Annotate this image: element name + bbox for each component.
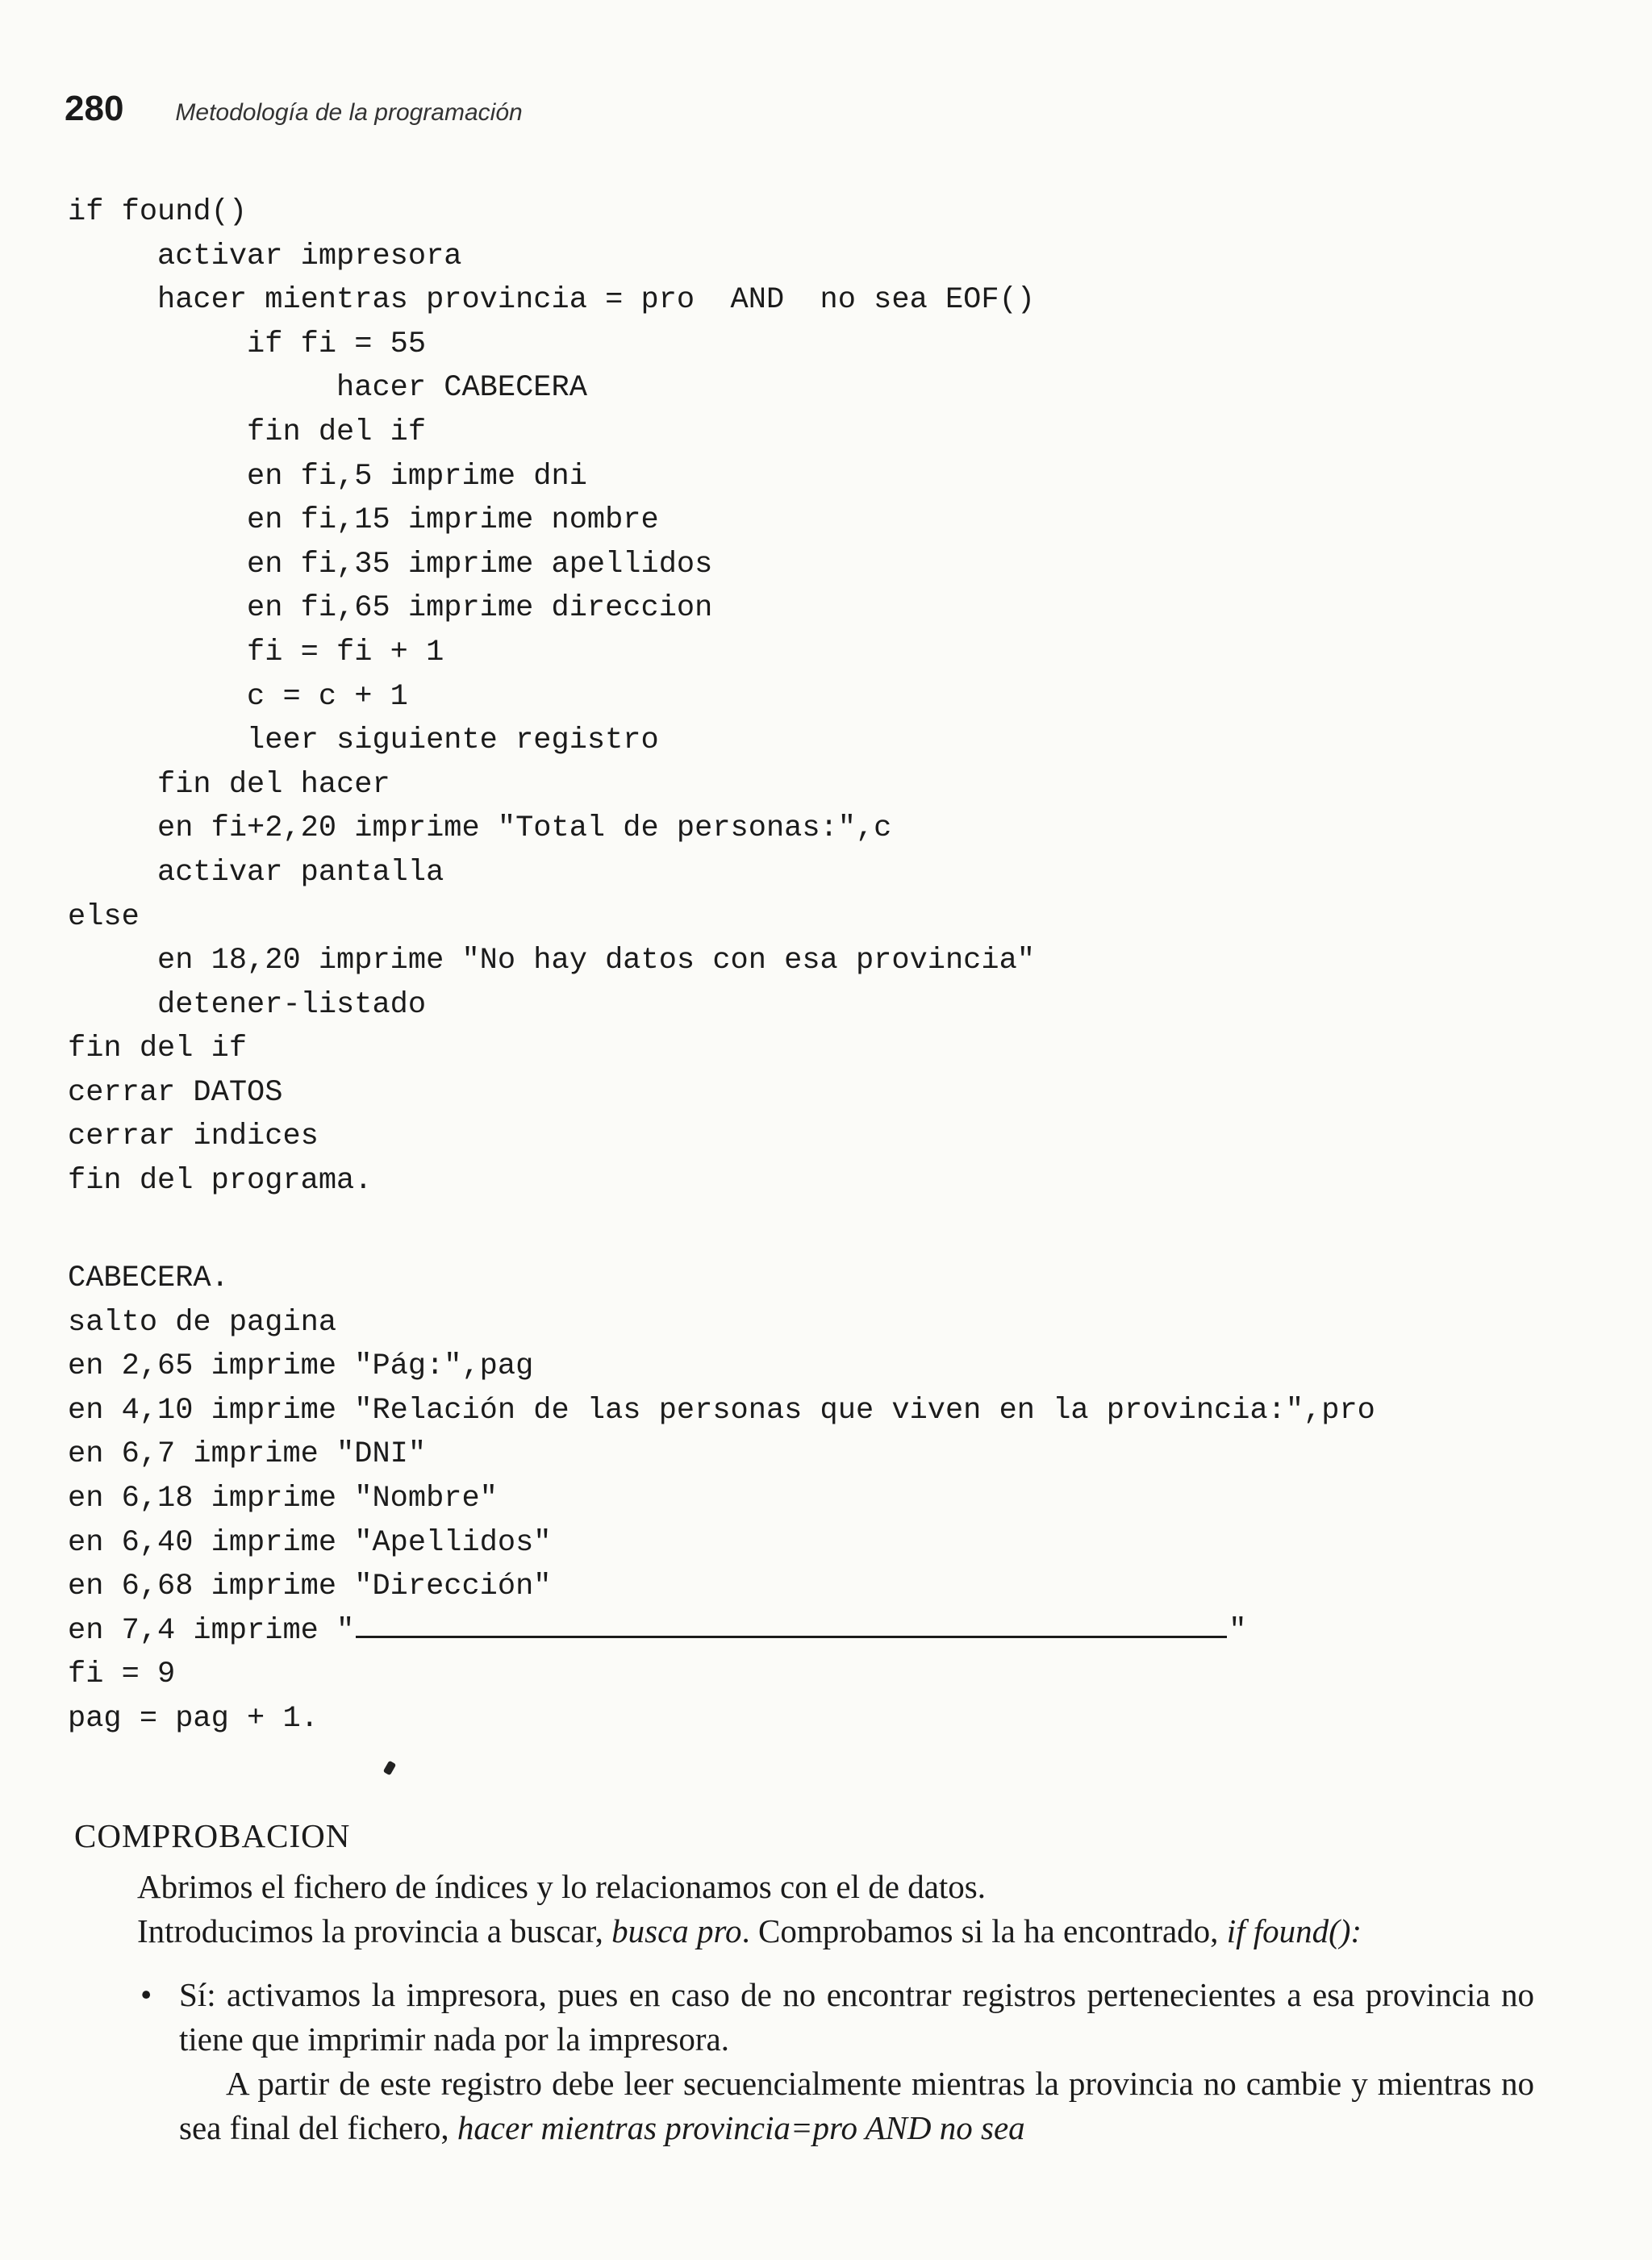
code-line: fin del programa.	[68, 1164, 373, 1199]
code-line: salto de pagina	[68, 1305, 337, 1340]
code-line: en fi,5 imprime dni	[68, 459, 587, 494]
code-listing-main	[68, 190, 1035, 1203]
code-line: hacer CABECERA	[68, 371, 587, 406]
underline-rule	[356, 1616, 1227, 1638]
code-line: fin del if	[68, 1032, 248, 1066]
code-line: en fi+2,20 imprime "Total de personas:",c	[68, 811, 892, 846]
stray-ink-mark	[383, 1761, 397, 1776]
text-run: Introducimos la provincia a buscar,	[137, 1912, 612, 1949]
code-line: pag = pag + 1.	[68, 1701, 319, 1736]
code-line: c = c + 1	[68, 679, 408, 714]
code-line: if found()	[68, 195, 248, 229]
section-heading: COMPROBACION	[74, 1817, 351, 1854]
code-line: en 6,40 imprime "Apellidos"	[68, 1525, 552, 1560]
code-line: cerrar DATOS	[68, 1075, 283, 1110]
code-line-rule	[68, 1609, 1375, 1653]
code-line: fin del hacer	[68, 767, 390, 802]
page-header	[65, 89, 523, 137]
code-line: activar impresora	[68, 239, 462, 273]
code-line: en 2,65 imprime "Pág:",pag	[68, 1349, 534, 1384]
paragraph	[74, 1909, 1534, 1954]
bullet-paragraph	[179, 2062, 1534, 2150]
italic-run: if found():	[1226, 1912, 1362, 1949]
rule-suffix: "	[1229, 1613, 1247, 1648]
code-line: fi = 9	[68, 1657, 176, 1692]
bullet-text: Sí: activamos la impresora, pues en caso de no encontrar registros pertenecientes a esa provincia no tiene que imprimir nada por la impresora.	[179, 1976, 1534, 2058]
code-line: hacer mientras provincia = pro AND no sea EOF()	[68, 283, 1035, 318]
code-line: en 18,20 imprime "No hay datos con esa provincia"	[68, 944, 1035, 978]
code-line: activar pantalla	[68, 855, 444, 890]
page-number: 280	[65, 89, 124, 128]
code-line: en fi,15 imprime nombre	[68, 503, 659, 538]
text-run: A partir de este registro debe leer secuencialmente mientras la provincia no cambie y mientras no sea final del fichero,	[179, 2065, 1534, 2146]
code-line: if fi = 55	[68, 327, 427, 361]
code-line: en 6,7 imprime "DNI"	[68, 1437, 427, 1472]
code-line: en fi,65 imprime direccion	[68, 591, 713, 626]
code-line: en 6,18 imprime "Nombre"	[68, 1481, 498, 1516]
code-line: fi = fi + 1	[68, 635, 444, 669]
text-run: . Comprobamos si la ha encontrado,	[741, 1912, 1227, 1949]
bullet-item	[140, 1973, 1534, 2150]
italic-run: hacer mientras provincia=pro AND no sea	[457, 2109, 1025, 2146]
italic-run: busca pro	[611, 1912, 742, 1949]
code-listing-cabecera	[68, 1257, 1375, 1741]
code-line: cerrar indices	[68, 1120, 319, 1154]
rule-prefix: en 7,4 imprime "	[68, 1613, 355, 1648]
code-line: leer siguiente registro	[68, 723, 659, 758]
code-line: detener-listado	[68, 987, 427, 1022]
code-line: en 6,68 imprime "Dirección"	[68, 1570, 552, 1604]
code-line: en fi,35 imprime apellidos	[68, 547, 713, 582]
section-body	[74, 1865, 1534, 2150]
code-line: CABECERA.	[68, 1261, 229, 1295]
code-line: en 4,10 imprime "Relación de las personas que viven en la provincia:",pro	[68, 1393, 1375, 1428]
code-line: else	[68, 899, 140, 934]
bullet-icon: •	[140, 1976, 152, 2013]
running-title: Metodología de la programación	[175, 99, 523, 126]
paragraph: Abrimos el fichero de índices y lo relacionamos con el de datos.	[137, 1868, 987, 1905]
code-line: fin del if	[68, 415, 427, 449]
